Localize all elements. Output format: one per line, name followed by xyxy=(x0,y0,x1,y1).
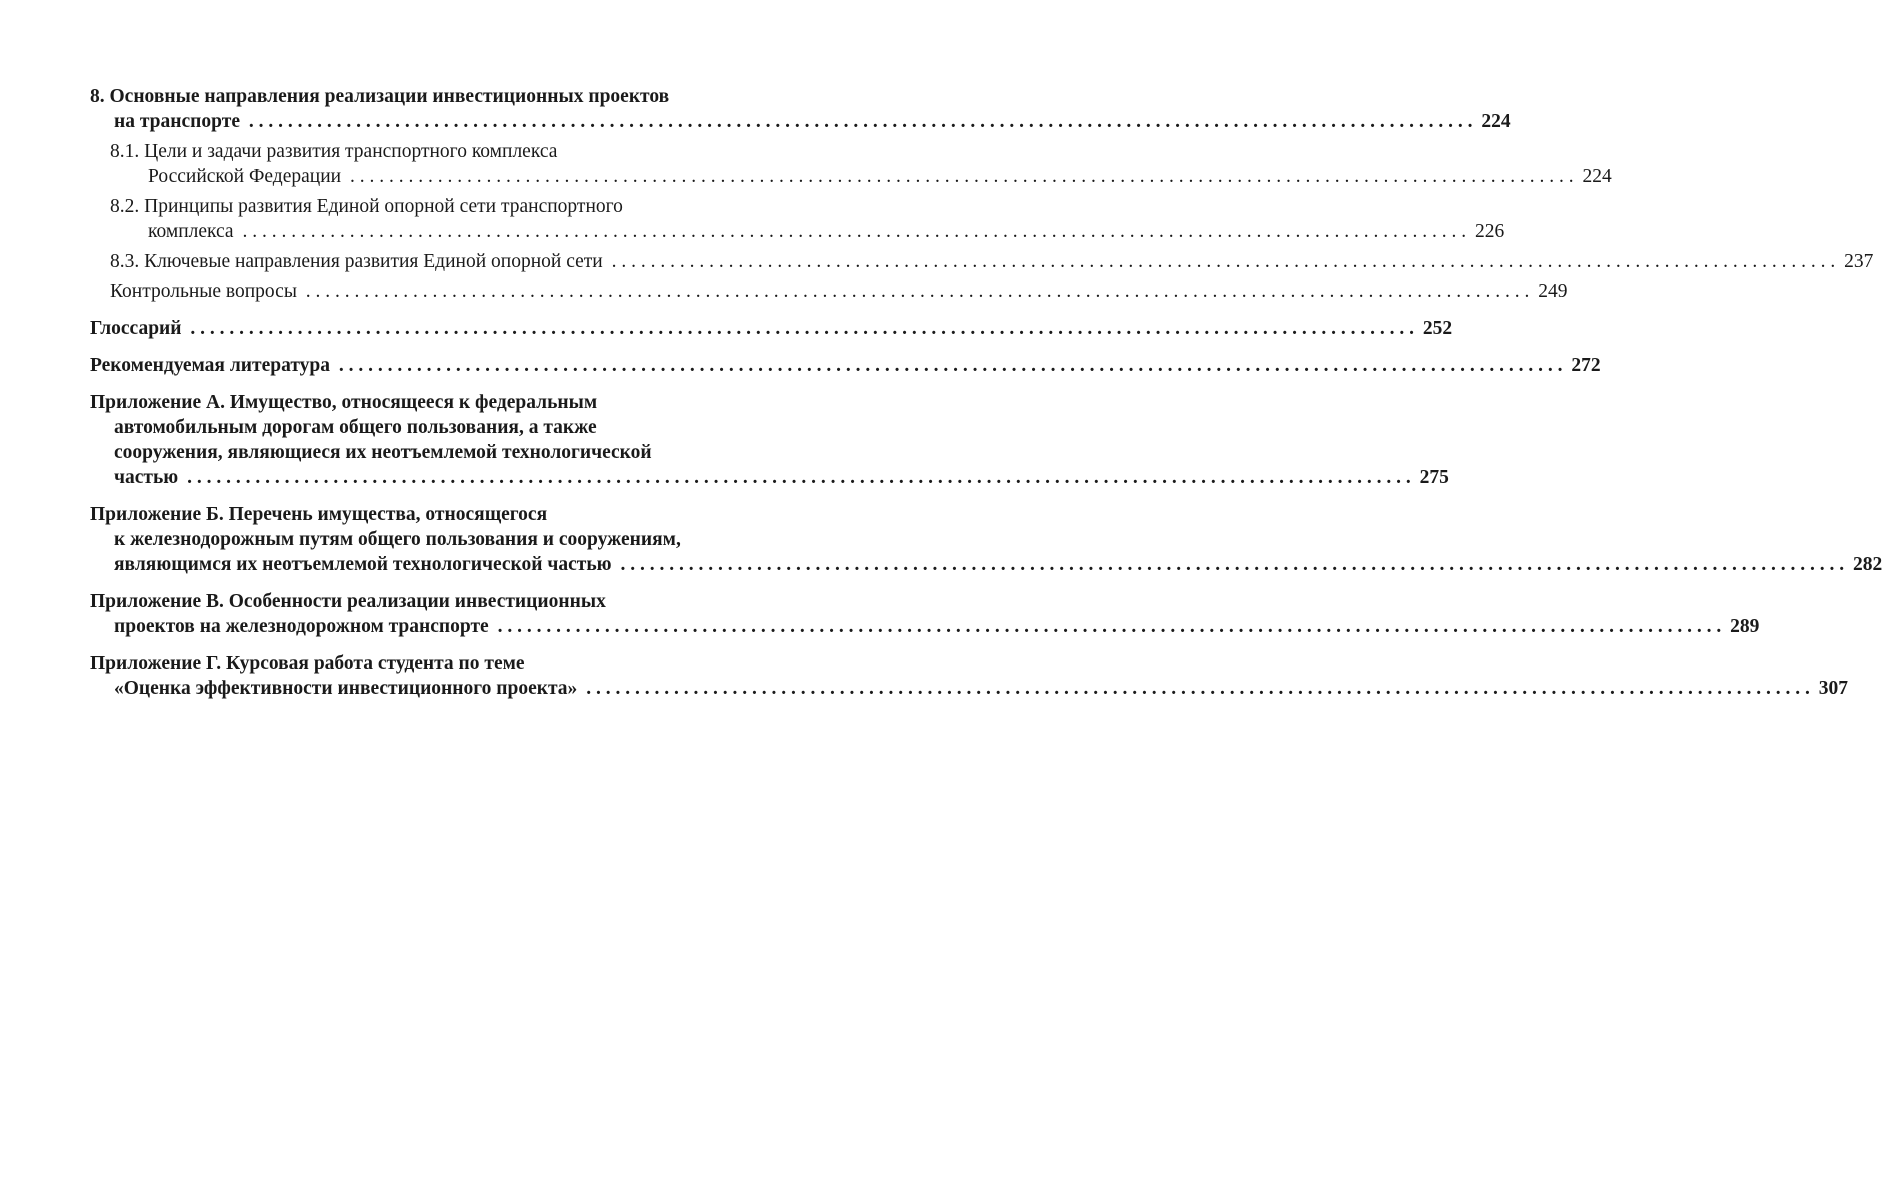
toc-entry-title-cont: к железнодорожным путям общего пользования и сооружениям, xyxy=(114,529,681,550)
dot-leader xyxy=(616,554,1848,575)
toc-page-number: 272 xyxy=(1571,355,1601,376)
toc-entry-title-cont: сооружения, являющиеся их неотъемлемой технологической xyxy=(114,442,652,463)
toc-entry-appendix-b[interactable] xyxy=(90,502,1882,577)
dot-leader xyxy=(494,616,1726,637)
toc-page-number: 237 xyxy=(1844,251,1874,272)
toc-entry-title: Приложение А. Имущество, относящееся к федеральным xyxy=(90,392,598,413)
toc-entry-title: Приложение Б. Перечень имущества, относящегося xyxy=(90,504,548,525)
toc-entry-glossary[interactable] xyxy=(90,316,1453,341)
toc-entry-title-cont: Российской Федерации xyxy=(148,166,342,187)
toc-entry-title-cont: являющимся их неотъемлемой технологической частью xyxy=(114,554,612,575)
toc-page-number: 307 xyxy=(1818,678,1848,699)
toc-entry-title-cont: на транспорте xyxy=(114,111,240,132)
dot-leader xyxy=(346,166,1578,187)
toc-page-number: 224 xyxy=(1481,111,1511,132)
toc-entry-title: 8.1. Цели и задачи развития транспортного комплекса xyxy=(110,141,558,162)
toc-entry-title: Приложение В. Особенности реализации инвестиционных xyxy=(90,591,606,612)
toc-entry-section-8-3[interactable] xyxy=(90,249,1874,274)
toc-page-number: 252 xyxy=(1422,318,1453,339)
toc-page-number: 282 xyxy=(1852,554,1882,575)
toc-page-number: 275 xyxy=(1419,467,1449,488)
toc-entry-title: 8. Основные направления реализации инвестиционных проектов xyxy=(90,86,670,107)
toc-page-number: 224 xyxy=(1582,166,1612,187)
toc-entry-section-8-1[interactable] xyxy=(90,139,1612,189)
toc-entry-title-cont: «Оценка эффективности инвестиционного проекта» xyxy=(114,678,578,699)
toc-entry-chapter-8[interactable] xyxy=(90,84,1511,134)
toc-entry-title: 8.2. Принципы развития Единой опорной сети транспортного xyxy=(110,196,623,217)
dot-leader xyxy=(245,111,1477,132)
dot-leader xyxy=(608,251,1840,272)
dot-leader xyxy=(335,355,1567,376)
toc-entry-title-cont: частью xyxy=(114,467,179,488)
dot-leader xyxy=(186,318,1418,339)
toc-entry-section-8-2[interactable] xyxy=(90,194,1505,244)
toc-entry-title: Контрольные вопросы xyxy=(110,281,297,302)
toc-entry-appendix-g[interactable] xyxy=(90,651,1848,701)
toc-entry-title: Рекомендуемая литература xyxy=(90,355,330,376)
toc-entry-title-cont: проектов на железнодорожном транспорте xyxy=(114,616,489,637)
toc-entry-title: Приложение Г. Курсовая работа студента по теме xyxy=(90,653,525,674)
dot-leader xyxy=(582,678,1814,699)
toc-page-number: 226 xyxy=(1474,221,1505,242)
toc-entry-appendix-a[interactable] xyxy=(90,390,1449,490)
toc-entry-title: 8.3. Ключевые направления развития Единой опорной сети xyxy=(110,251,603,272)
toc-page-number: 249 xyxy=(1538,281,1568,302)
toc-entry-title: Глоссарий xyxy=(90,318,182,339)
toc-entry-title-cont: автомобильным дорогам общего пользования, а также xyxy=(114,417,597,438)
toc-page-number: 289 xyxy=(1730,616,1760,637)
dot-leader xyxy=(238,221,1470,242)
dot-leader xyxy=(183,467,1415,488)
toc-entry-appendix-v[interactable] xyxy=(90,589,1760,639)
toc-entry-title-cont: комплекса xyxy=(148,221,234,242)
table-of-contents xyxy=(90,84,1882,701)
toc-entry-review-questions[interactable] xyxy=(90,279,1568,304)
dot-leader xyxy=(302,281,1534,302)
toc-entry-recommended-literature[interactable] xyxy=(90,353,1601,378)
